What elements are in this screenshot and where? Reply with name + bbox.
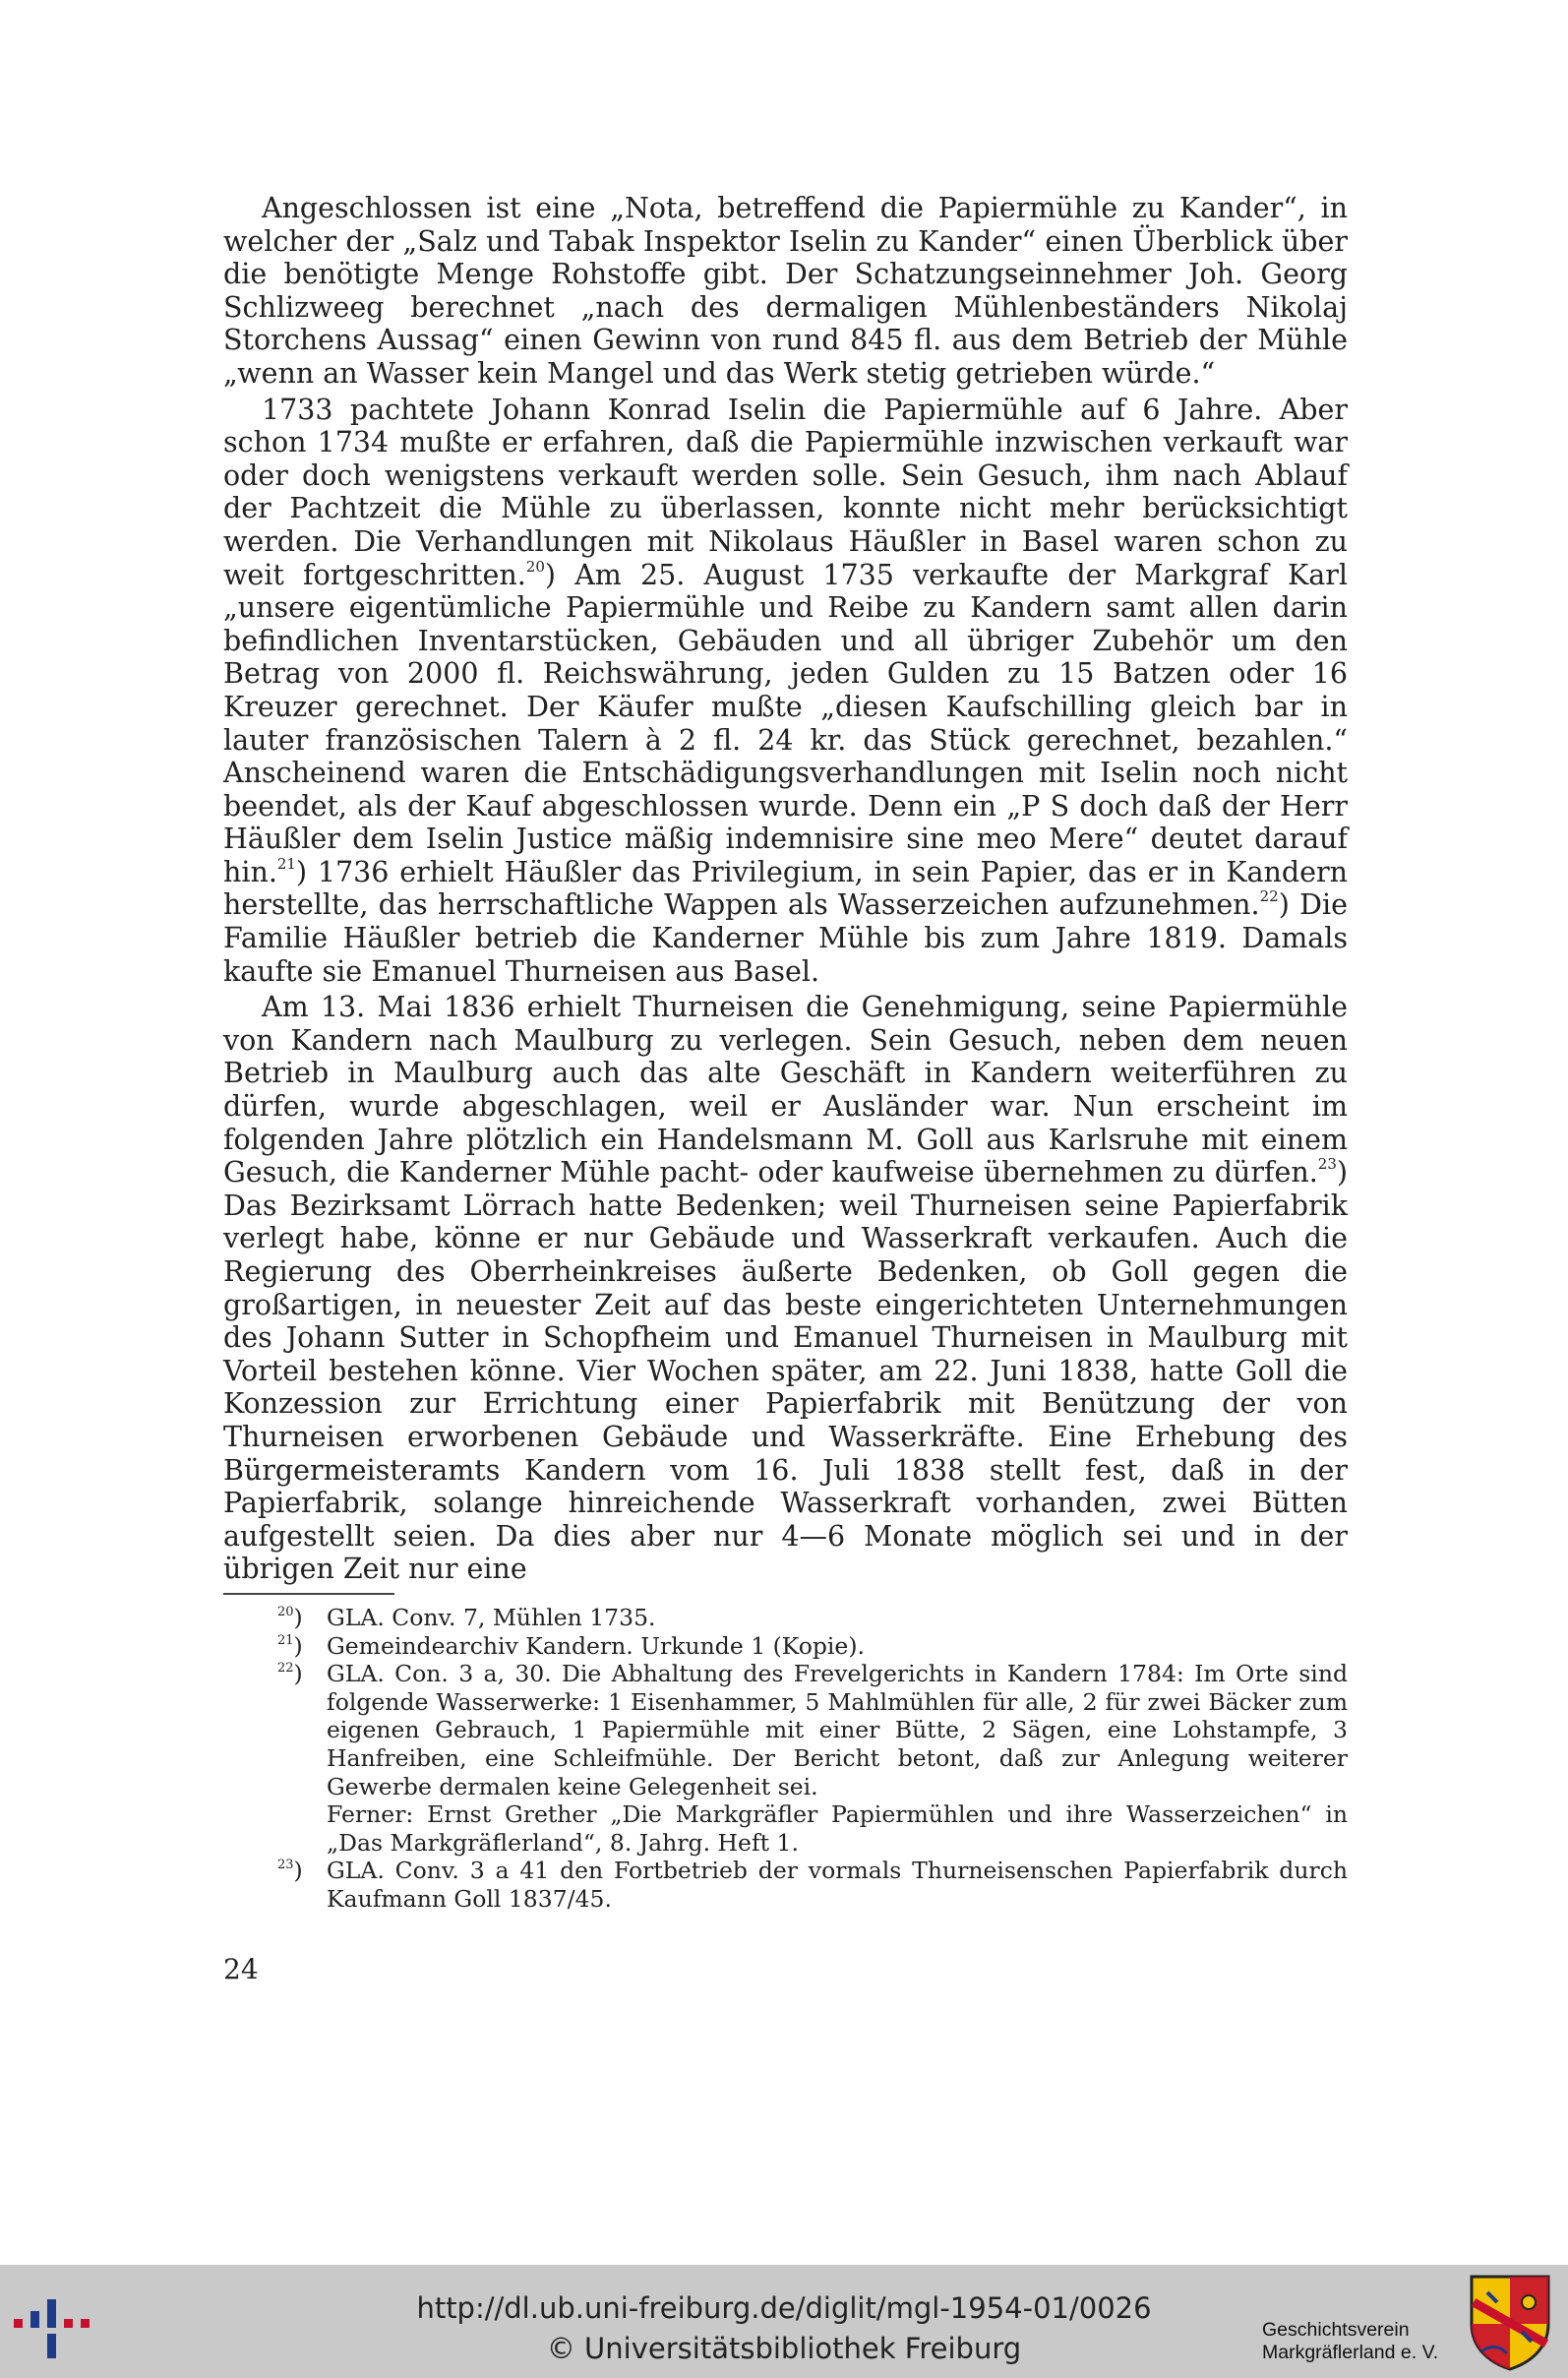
- society-name-line-2: Markgräflerland e. V.: [1262, 2342, 1439, 2363]
- paragraph-3: [223, 991, 1348, 1586]
- document-body: [223, 192, 1348, 1589]
- footnotes: [277, 1604, 1348, 1914]
- footnote-text: GLA. Conv. 7, Mühlen 1735.: [327, 1604, 656, 1631]
- footnote-ref: 20: [525, 557, 545, 576]
- footnote-number: $^{23}$): [277, 1857, 303, 1885]
- paragraph-text: Am 13. Mai 1836 erhielt Thurneisen die Genehmigung, seine Papiermühle von Kandern nach Maulburg zu verlegen. Sein Gesuch, neben dem neuen Betrieb in Maulburg auch das alte Geschäft in Kandern weiterführen zu dürfen, wurde abgeschlagen, weil er Ausländer war. Nun erscheint im folgenden Jahre plötzlich ein Handelsmann M. Goll aus Karlsruhe mit einem Gesuch, die Kanderner Mühle pacht- oder kaufweise übernehmen zu dürfen.: [223, 991, 1348, 1189]
- paragraph-2: [223, 394, 1348, 989]
- footnote-number: $^{22}$): [277, 1660, 303, 1688]
- footnote-20: [277, 1604, 1348, 1632]
- footnote-text: GLA. Con. 3 a, 30. Die Abhaltung des Frevelgerichts in Kandern 1784: Im Orte sind folgende Wasserwerke: 1 Eisenhammer, 5 Mahlmühlen für alle, 2 für zwei Bäcker zum eigenen Gebrauch, 1 Papiermühle mit einer Bütte, 2 Sägen, eine Lohstampfe, 3 Hanfreiben, eine Schleifmühle. Der Bericht betont, daß zur Anlegung weiterer Gewerbe dermalen keine Gelegenheit sei. Ferner: Ernst Grether „Die Markgräfler Papiermühlen und ihre Wasserzeichen“ in „Das Markgräflerland“, 8. Jahrg. Heft 1.: [327, 1660, 1348, 1857]
- footnote-21: [277, 1632, 1348, 1661]
- footnote-ref: 23: [1317, 1155, 1337, 1174]
- paragraph-text: 1733 pachtete Johann Konrad Iselin die Papiermühle auf 6 Jahre. Aber schon 1734 mußte er erfahren, daß die Papiermühle inzwischen verkauft war oder doch wenigstens verkauft werden solle. Sein Gesuch, ihm nach Ablauf der Pachtzeit die Mühle zu überlassen, konnte nicht mehr berücksichtigt werden. Die Verhandlungen mit Nikolaus Häußler in Basel waren schon zu weit fortgeschritten.: [223, 393, 1348, 591]
- markgraeflerland-crest-icon: [1468, 2273, 1552, 2371]
- viewer-footer: [0, 2265, 1568, 2378]
- footnote-ref: 22: [1259, 887, 1279, 906]
- footnote-number: $^{21}$): [277, 1631, 303, 1660]
- footnote-ref: 21: [276, 854, 296, 873]
- paragraph-text: ) Am 25. August 1735 verkaufte der Markgraf Karl „unsere eigentümliche Papiermühle und Reibe zu Kandern samt allen darin befindlichen Inventarstücken, Gebäuden und all übriger Zubehör um den Betrag von 2000 fl. Reichswährung, jeden Gulden zu 15 Batzen oder 16 Kreuzer gerechnet. Der Käufer mußte „diesen Kaufschilling gleich bar in lauter französischen Talern à 2 fl. 24 kr. das Stück gerechnet, bezahlen.“ Anscheinend waren die Entschädigungsverhandlungen mit Iselin noch nicht beendet, als der Kauf abgeschlossen wurde. Denn ein „P S doch daß der Herr Häußler dem Iselin Justice mäßig indemnisire sine meo Mere“ deutet darauf hin.: [223, 558, 1348, 888]
- society-name: [1262, 2319, 1478, 2364]
- page-number: 24: [223, 1953, 259, 1985]
- paragraph-text: ) Das Bezirksamt Lörrach hatte Bedenken; weil Thurneisen seine Papierfabrik verlegt habe, könne er nur Gebäude und Wasserkraft verkaufen. Auch die Regierung des Oberrheinkreises äußerte Bedenken, ob Goll gegen die großartigen, in neuester Zeit auf das beste eingerichteten Unternehmungen des Johann Sutter in Schopfheim und Emanuel Thurneisen in Maulburg mit Vorteil bestehen könne. Vier Wochen später, am 22. Juni 1838, hatte Goll die Konzession zur Errichtung einer Papierfabrik mit Benützung der von Thurneisen erworbenen Gebäude und Wasserkräfte. Eine Erhebung des Bürgermeisteramts Kandern vom 16. Juli 1838 stellt fest, daß in der Papierfabrik, solange hinreichende Wasserkraft vorhanden, zwei Bütten aufgestellt seien. Da dies aber nur 4—6 Monate möglich sei und in der übrigen Zeit nur eine: [223, 1156, 1348, 1586]
- copyright-notice: © Universitätsbibliothek Freiburg: [546, 2332, 1022, 2365]
- footnote-22: [277, 1660, 1348, 1857]
- footnote-number: $^{20}$): [277, 1604, 303, 1631]
- footnote-23: [277, 1857, 1348, 1913]
- paragraph-text: ) 1736 erhielt Häußler das Privilegium, in sein Papier, das er in Kandern herstellte, das herrschaftliche Wappen als Wasserzeichen aufzunehmen.: [223, 855, 1348, 922]
- paragraph-text: Angeschlossen ist eine „Nota, betreffend die Papiermühle zu Kander“, in welcher der „Salz und Tabak Inspektor Iselin zu Kander“ einen Überblick über die benötigte Menge Rohstoffe gibt. Der Schatzungseinnehmer Joh. Georg Schlizweeg berechnet „nach des dermaligen Mühlenbeständers Nikolaj Storchens Aussag“ einen Gewinn von rund 845 fl. aus dem Betrieb der Mühle „wenn an Wasser kein Mangel und das Werk stetig getrieben würde.“: [223, 192, 1348, 390]
- permalink-url[interactable]: http://dl.ub.uni-freiburg.de/diglit/mgl-1954-01/0026: [416, 2291, 1152, 2325]
- footnote-text: Gemeindearchiv Kandern. Urkunde 1 (Kopie).: [327, 1631, 865, 1660]
- footnote-text: GLA. Conv. 3 a 41 den Fortbetrieb der vormals Thurneisenschen Papierfabrik durch Kaufmann Goll 1837/45.: [327, 1857, 1348, 1913]
- footnote-separator: [223, 1593, 394, 1595]
- paragraph-text: ) Die Familie Häußler betrieb die Kanderner Mühle bis zum Jahre 1819. Damals kaufte sie Emanuel Thurneisen aus Basel.: [223, 888, 1348, 988]
- society-name-line-1: Geschichtsverein: [1262, 2319, 1410, 2341]
- paragraph-1: [223, 192, 1348, 391]
